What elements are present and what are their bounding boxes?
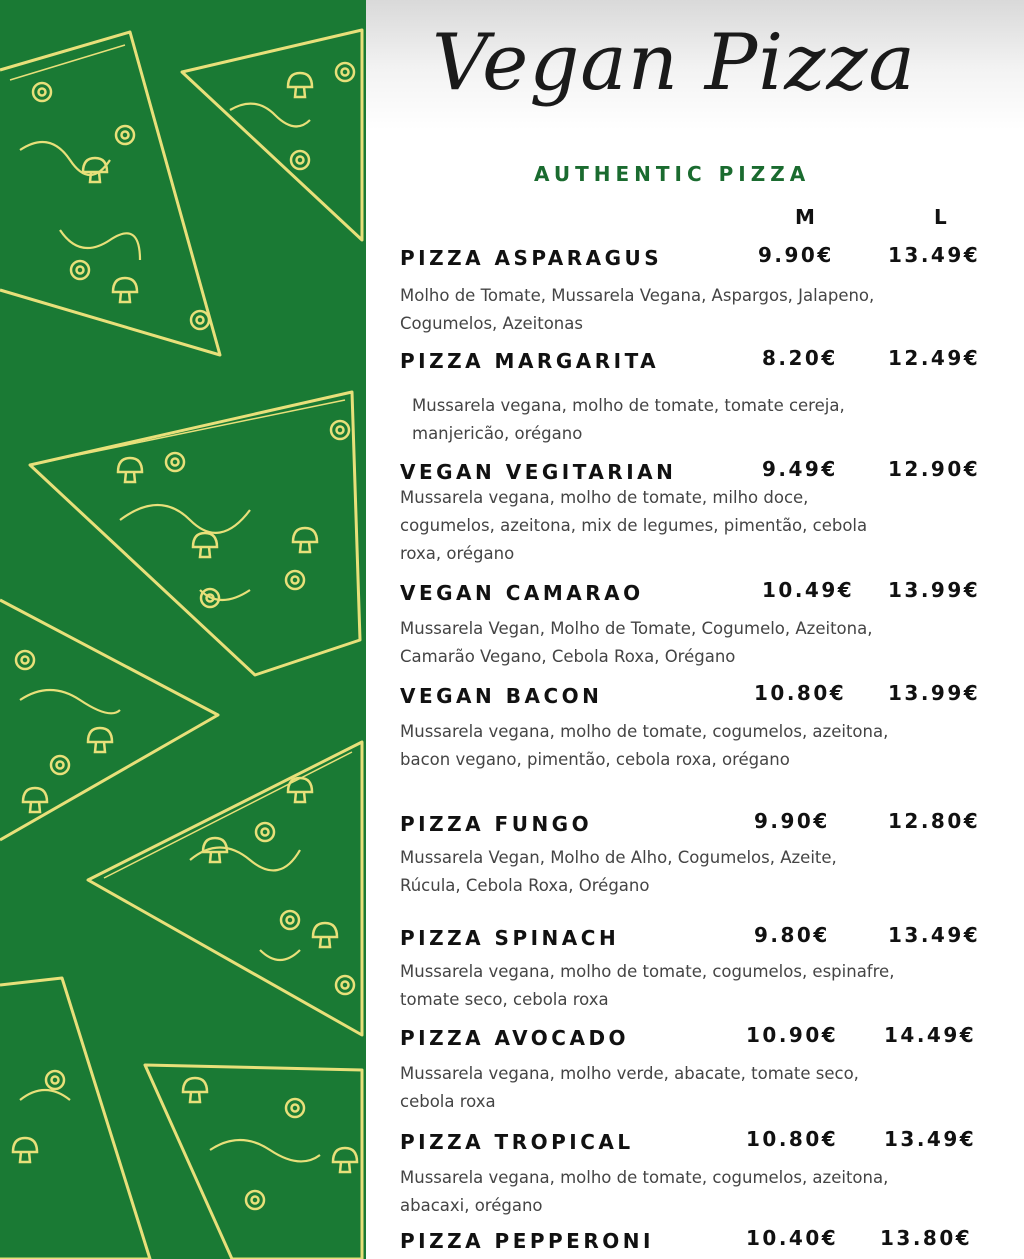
price-large: 12.80€ xyxy=(888,809,981,833)
item-name: PIZZA TROPICAL xyxy=(400,1130,634,1154)
pizza-slice-pattern-icon xyxy=(0,0,366,1259)
item-name: PIZZA ASPARAGUS xyxy=(400,246,663,270)
item-description: Mussarela Vegan, Molho de Tomate, Cogumelo, Azeitona, Camarão Vegano, Cebola Roxa, Orégano xyxy=(400,619,873,666)
size-header-medium: M xyxy=(795,205,815,229)
item-description: Mussarela Vegan, Molho de Alho, Cogumelos, Azeite, Rúcula, Cebola Roxa, Orégano xyxy=(400,848,837,895)
price-medium: 10.90€ xyxy=(746,1023,839,1047)
price-large: 14.49€ xyxy=(884,1023,977,1047)
item-description: Molho de Tomate, Mussarela Vegana, Aspargos, Jalapeno, Cogumelos, Azeitonas xyxy=(400,286,875,333)
price-large: 12.49€ xyxy=(888,346,981,370)
price-large: 13.49€ xyxy=(888,243,981,267)
item-name: PIZZA AVOCADO xyxy=(400,1026,630,1050)
menu-title: Vegan Pizza xyxy=(432,18,916,108)
size-header-large: L xyxy=(934,205,947,229)
price-large: 13.49€ xyxy=(888,923,981,947)
price-large: 13.99€ xyxy=(888,578,981,602)
price-medium: 10.80€ xyxy=(746,1127,839,1151)
item-name: PIZZA PEPPERONI xyxy=(400,1229,654,1253)
price-medium: 10.80€ xyxy=(754,681,847,705)
item-name: PIZZA SPINACH xyxy=(400,926,620,950)
item-description: Mussarela vegana, molho de tomate, cogumelos, azeitona, bacon vegano, pimentão, cebola roxa, orégano xyxy=(400,722,889,769)
price-medium: 9.49€ xyxy=(762,457,838,481)
item-name: PIZZA FUNGO xyxy=(400,812,593,836)
price-large: 13.80€ xyxy=(880,1226,973,1250)
price-large: 13.49€ xyxy=(884,1127,977,1151)
item-description: Mussarela vegana, molho verde, abacate, tomate seco, cebola roxa xyxy=(400,1064,859,1111)
menu-subtitle: AUTHENTIC PIZZA xyxy=(534,162,811,186)
price-large: 13.99€ xyxy=(888,681,981,705)
item-name: VEGAN BACON xyxy=(400,684,603,708)
price-medium: 10.40€ xyxy=(746,1226,839,1250)
item-name: PIZZA MARGARITA xyxy=(400,349,660,373)
item-description: Mussarela vegana, molho de tomate, cogumelos, espinafre, tomate seco, cebola roxa xyxy=(400,962,895,1009)
item-name: VEGAN CAMARAO xyxy=(400,581,644,605)
price-medium: 8.20€ xyxy=(762,346,838,370)
item-name: VEGAN VEGITARIAN xyxy=(400,460,677,484)
price-medium: 10.49€ xyxy=(762,578,855,602)
price-medium: 9.90€ xyxy=(754,809,830,833)
price-large: 12.90€ xyxy=(888,457,981,481)
price-medium: 9.80€ xyxy=(754,923,830,947)
price-medium: 9.90€ xyxy=(758,243,834,267)
item-description: Mussarela vegana, molho de tomate, milho doce, cogumelos, azeitona, mix de legumes, pimentão, cebola roxa, orégano xyxy=(400,488,868,563)
decorative-pizza-panel xyxy=(0,0,366,1259)
item-description: Mussarela vegana, molho de tomate, tomate cereja, manjericão, orégano xyxy=(412,396,845,443)
item-description: Mussarela vegana, molho de tomate, cogumelos, azeitona, abacaxi, orégano xyxy=(400,1168,889,1215)
